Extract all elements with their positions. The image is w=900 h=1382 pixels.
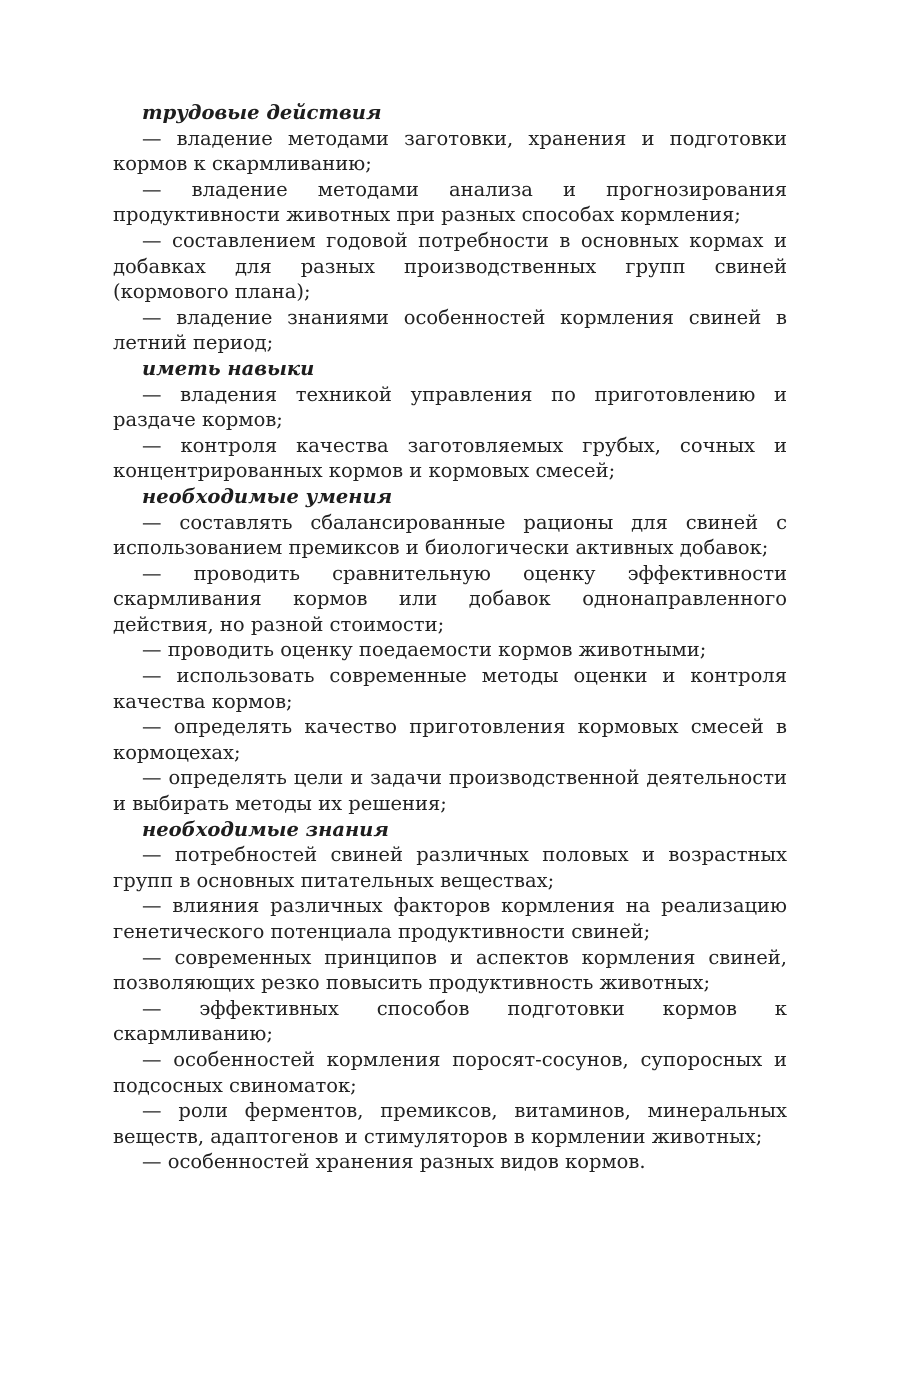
list-item: — определять цели и задачи производственной деятельности и выбирать методы их решения; <box>113 766 787 816</box>
list-item: — владения техникой управления по приготовлению и раздаче кормов; <box>113 382 787 432</box>
list-item: — контроля качества заготовляемых грубых, сочных и концентрированных кормов и кормовых смесей; <box>113 433 787 483</box>
list-item: — определять качество приготовления кормовых смесей в кормоцехах; <box>113 715 787 764</box>
section-heading: трудовые действия <box>142 101 382 124</box>
section-heading: необходимые умения <box>142 484 393 508</box>
list-item: — роли ферментов, премиксов, витаминов, минеральных веществ, адаптогенов и стимуляторов в кормлении животных; <box>113 1099 787 1148</box>
item-list <box>113 382 787 484</box>
section-knowledge <box>113 817 787 1175</box>
list-item: — эффективных способов подготовки кормов к скармливанию; <box>113 996 787 1046</box>
list-item: — составлять сбалансированные рационы для свиней с использованием премиксов и биологически активных добавок; <box>113 510 787 560</box>
body-text <box>113 100 787 1175</box>
list-item: — современных принципов и аспектов кормления свиней, позволяющих резко повысить продуктивность животных; <box>113 945 787 995</box>
section-heading: необходимые знания <box>142 817 389 841</box>
section-abilities <box>113 484 787 817</box>
list-item: — проводить сравнительную оценку эффективности скармливания кормов или добавок однонаправленного действия, но разной стоимости; <box>113 561 787 636</box>
item-list <box>113 510 787 817</box>
list-item: — владение методами заготовки, хранения и подготовки кормов к скармливанию; <box>113 126 787 176</box>
item-list <box>113 126 787 356</box>
list-item: — использовать современные методы оценки и контроля качества кормов; <box>113 664 787 713</box>
list-item: — проводить оценку поедаемости кормов животными; <box>142 638 707 662</box>
list-item: — владение методами анализа и прогнозирования продуктивности животных при разных способах кормления; <box>113 177 787 227</box>
item-list <box>113 842 787 1175</box>
list-item: — составлением годовой потребности в основных кормах и добавках для разных производственных групп свиней (кормового плана); <box>113 228 787 304</box>
list-item: — потребностей свиней различных половых и возрастных групп в основных питательных веществах; <box>113 843 787 892</box>
list-item: — владение знаниями особенностей кормления свиней в летний период; <box>113 305 787 355</box>
section-heading: иметь навыки <box>142 356 315 380</box>
list-item: — особенностей хранения разных видов кормов. <box>142 1150 646 1174</box>
list-item: — влияния различных факторов кормления на реализацию генетического потенциала продуктивности свиней; <box>113 894 787 943</box>
section-labor-actions <box>113 100 787 356</box>
list-item: — особенностей кормления поросят-сосунов, супоросных и подсосных свиноматок; <box>113 1047 787 1097</box>
section-skills <box>113 356 787 484</box>
